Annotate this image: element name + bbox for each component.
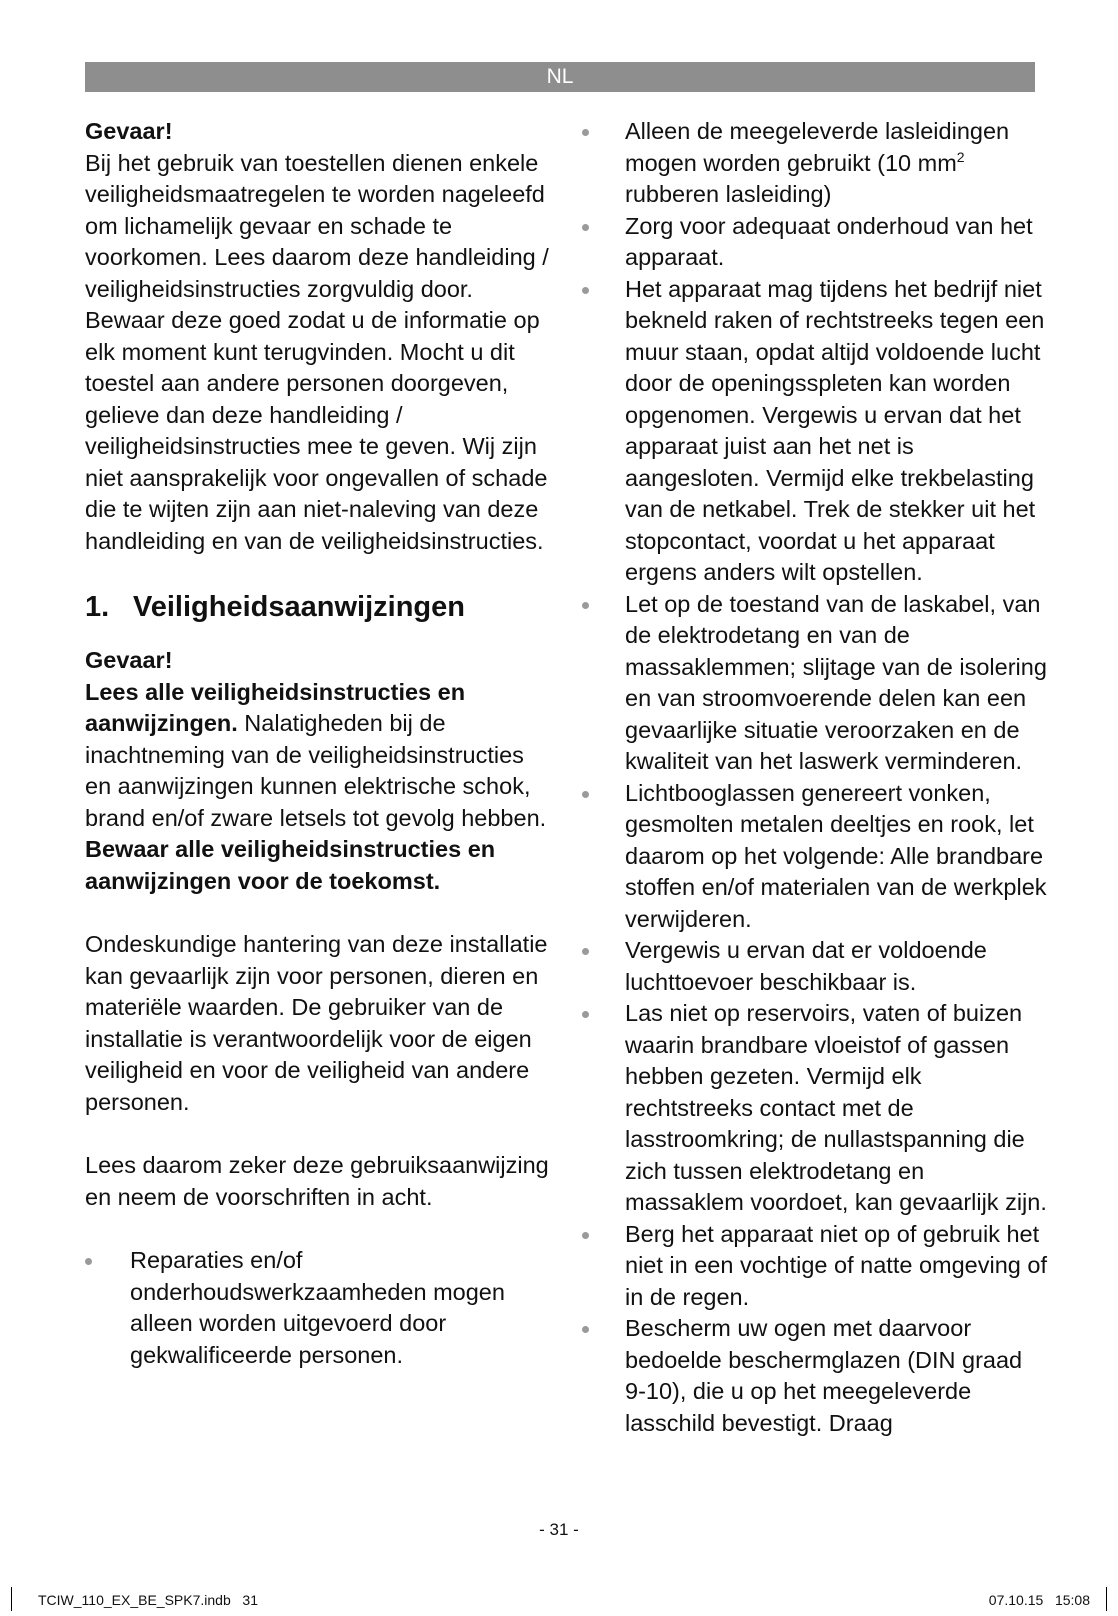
list-item xyxy=(582,116,1047,211)
left-bullet-list xyxy=(85,1245,555,1371)
list-item: Het apparaat mag tijdens het bedrijf niet bekneld raken of rechtstreeks tegen een muur staan, opdat altijd voldoende lucht door de openingsspleten kan worden opgenomen. Vergewis u ervan dat het apparaat juist aan het net is aangesloten. Vermijd elke trekbelasting van de netkabel. Trek de stekker uit het stopcontact, voordat u het apparaat ergens anders wilt opstellen. xyxy=(582,274,1047,589)
list-item: Lichtbooglassen genereert vonken, gesmolten metalen deeltjes en rook, let daarom op het volgende: Alle brandbare stoffen en/of materialen van de werkplek verwijderen. xyxy=(582,778,1047,936)
section-number: 1. xyxy=(85,591,110,623)
list-item: Bescherm uw ogen met daarvoor bedoelde beschermglazen (DIN graad 9-10), die u op het meegeleverde lasschild bevestigt. Draag xyxy=(582,1313,1047,1439)
warning-text-2: Nalatigheden bij de inachtneming van de veiligheidsinstructies en aanwijzingen kunnen elektrische schok, brand en/of zware letsels tot gevolg hebben. xyxy=(85,710,547,831)
superscript: 2 xyxy=(956,148,965,165)
left-column xyxy=(85,116,555,1371)
page-number: - 31 - xyxy=(539,1520,579,1539)
warning-title-2: Gevaar! xyxy=(85,647,173,673)
list-item: Let op de toestand van de laskabel, van de elektrodetang en van de massaklemmen; slijtage van de isolering en van stroomvoerende delen kan een gevaarlijke situatie veroorzaken en de kwaliteit van het laswerk verminderen. xyxy=(582,589,1047,778)
list-item-text-tail: rubberen lasleiding) xyxy=(625,181,832,207)
warning-bold-1: Lees alle veiligheidsinstructies en aanwijzingen. xyxy=(85,678,466,736)
section-heading xyxy=(85,587,555,627)
list-item-text: Alleen de meegeleverde lasleidingen mogen worden gebruikt (10 mm xyxy=(625,118,1010,176)
language-header-bar xyxy=(85,62,1035,92)
warning-title: Gevaar! xyxy=(85,118,173,144)
section-title: Veiligheidsaanwijzingen xyxy=(133,591,465,623)
warning-bold-2: Bewaar alle veiligheidsinstructies en aanwijzingen voor de toekomst. xyxy=(85,836,496,894)
crop-mark-left xyxy=(11,1587,12,1611)
warning-paragraph-2 xyxy=(85,677,555,898)
right-column xyxy=(582,116,1047,1439)
print-file-info: TCIW_110_EX_BE_SPK7.indb 31 xyxy=(38,1592,258,1608)
paragraph-2: Lees daarom zeker deze gebruiksaanwijzing en neem de voorschriften in acht. xyxy=(85,1152,549,1210)
list-item: Las niet op reservoirs, vaten of buizen waarin brandbare vloeistof of gassen hebben gezeten. Vermijd elk rechtstreeks contact met de lasstroomkring; de nullastspanning die zich tussen elektrodetang en massaklem voordoet, kan gevaarlijk zijn. xyxy=(582,998,1047,1219)
right-bullet-list xyxy=(582,116,1047,1439)
list-item: Berg het apparaat niet op of gebruik het niet in een vochtige of natte omgeving of in de regen. xyxy=(582,1219,1047,1314)
list-item: Vergewis u ervan dat er voldoende luchttoevoer beschikbaar is. xyxy=(582,935,1047,998)
paragraph-1: Ondeskundige hantering van deze installatie kan gevaarlijk zijn voor personen, dieren en materiële waarden. De gebruiker van de installatie is verantwoordelijk voor de eigen veiligheid en voor de veiligheid van andere personen. xyxy=(85,931,548,1115)
list-item: Zorg voor adequaat onderhoud van het apparaat. xyxy=(582,211,1047,274)
crop-mark-right xyxy=(1106,1587,1107,1611)
warning-text: Bij het gebruik van toestellen dienen enkele veiligheidsmaatregelen te worden nageleefd om lichamelijk gevaar en schade te voorkomen. Lees daarom deze handleiding / veiligheidsinstructies zorgvuldig door. Bewaar deze goed zodat u de informatie op elk moment kunt terugvinden. Mocht u dit toestel aan andere personen doorgeven, gelieve dan deze handleiding / veiligheidsinstructies mee te geven. Wij zijn niet aansprakelijk voor ongevallen of schade die te wijten zijn aan niet-naleving van deze handleiding en van de veiligheidsinstructies. xyxy=(85,149,549,554)
print-date-info: 07.10.15 15:08 xyxy=(988,1592,1090,1608)
list-item: Reparaties en/of onderhoudswerkzaamheden mogen alleen worden uitgevoerd door gekwalificeerde personen. xyxy=(85,1245,555,1371)
language-code: NL xyxy=(546,65,574,88)
